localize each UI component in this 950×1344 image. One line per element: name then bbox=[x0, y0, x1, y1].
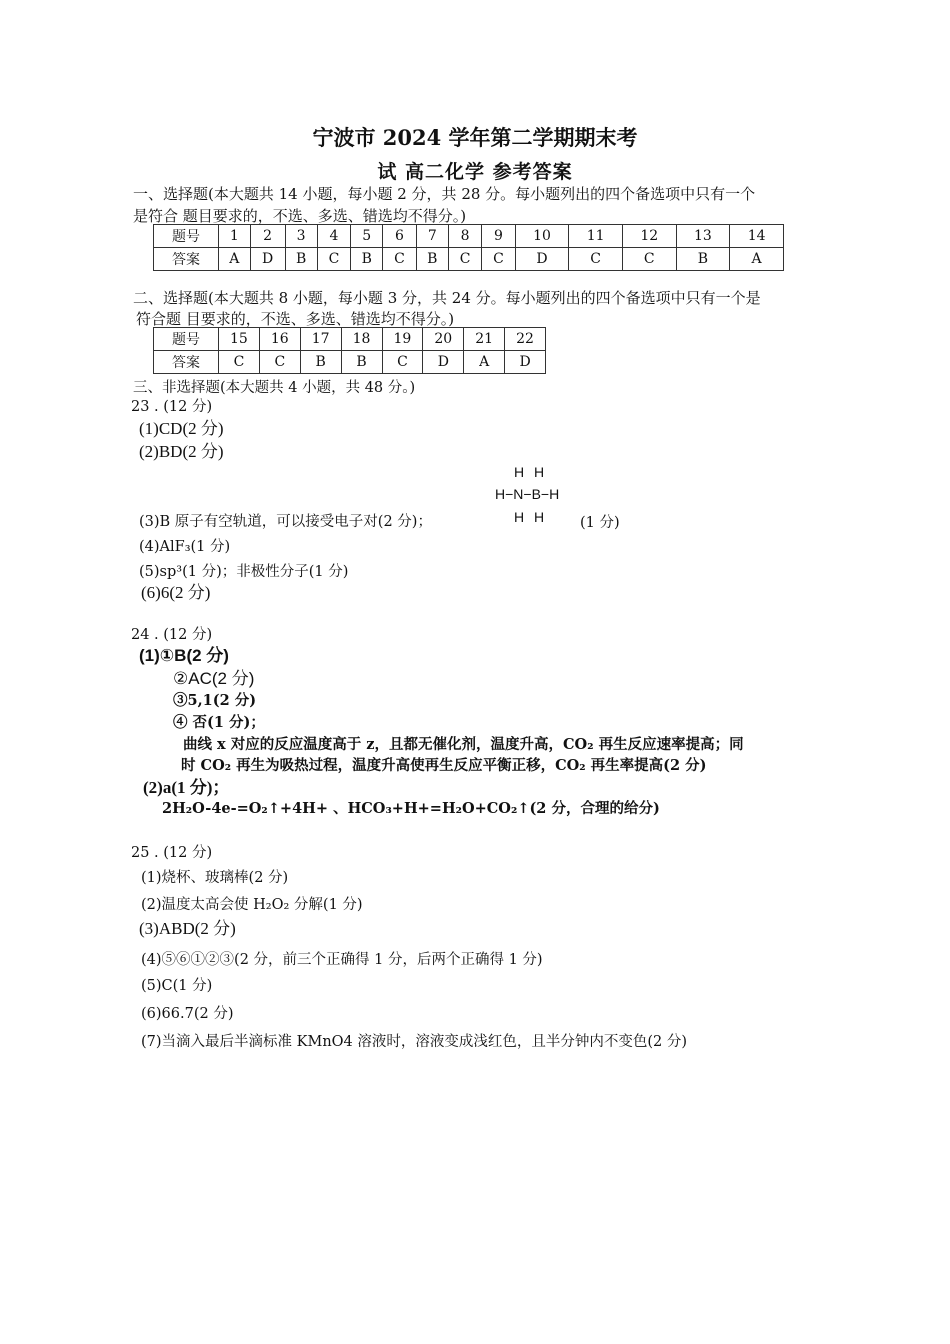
question-number: 18 bbox=[341, 328, 382, 351]
question-number: 5 bbox=[351, 225, 383, 248]
question-number: 1 bbox=[219, 225, 251, 248]
lewis-structure-main: H−N−B−H bbox=[495, 486, 560, 502]
answer-cell: C bbox=[482, 248, 515, 271]
q24-answer-1b: ②AC(2 分) bbox=[173, 669, 255, 688]
answer-cell: C bbox=[383, 248, 416, 271]
answer-cell: B bbox=[285, 248, 317, 271]
question-number: 10 bbox=[515, 225, 569, 248]
answer-cell: C bbox=[622, 248, 676, 271]
question-number: 7 bbox=[416, 225, 448, 248]
question-number: 3 bbox=[285, 225, 317, 248]
answer-cell: C bbox=[317, 248, 350, 271]
q25-answer-6: (6)66.7(2 分) bbox=[141, 1006, 234, 1022]
answer-cell: A bbox=[219, 248, 251, 271]
section1-instructions-line2: 是符合 题目要求的，不选、多选、错选均不得分。) bbox=[133, 207, 467, 225]
answer-cell: B bbox=[351, 248, 383, 271]
answer-cell: A bbox=[730, 248, 784, 271]
q23-header: 23 . (12 分) bbox=[131, 399, 213, 415]
q23-answer-1: (1)CD(2 分) bbox=[139, 419, 224, 438]
question-number: 11 bbox=[569, 225, 623, 248]
question-number: 20 bbox=[423, 328, 464, 351]
q23-answer-2: (2)BD(2 分) bbox=[139, 442, 224, 461]
section2-answer-table bbox=[153, 327, 546, 374]
question-number: 16 bbox=[259, 328, 300, 351]
row-label-question: 题号 bbox=[154, 225, 219, 248]
answer-cell: B bbox=[300, 351, 341, 374]
q25-answer-5: (5)C(1 分) bbox=[141, 978, 213, 994]
q24-answer-1: (1)①B(2 分) bbox=[139, 646, 229, 665]
q25-answer-1: (1)烧杯、玻璃棒(2 分) bbox=[141, 870, 289, 886]
q24-header: 24 . (12 分) bbox=[131, 627, 213, 643]
q25-answer-7: (7)当滴入最后半滴标准 KMnO4 溶液时，溶液变成浅红色，且半分钟内不变色(2 分) bbox=[141, 1034, 688, 1050]
question-number: 4 bbox=[317, 225, 350, 248]
q25-header: 25 . (12 分) bbox=[131, 845, 213, 861]
answer-cell: D bbox=[515, 248, 569, 271]
answer-cell: C bbox=[569, 248, 623, 271]
section2-instructions-line1: 二、选择题(本大题共 8 小题，每小题 3 分，共 24 分。每小题列出的四个备选项中只有一个是 bbox=[133, 289, 761, 307]
answer-cell: A bbox=[464, 351, 505, 374]
answer-cell: B bbox=[676, 248, 730, 271]
q24-answer-1e-line2: 时 CO₂ 再生为吸热过程，温度升高使再生反应平衡正移，CO₂ 再生率提高(2 分) bbox=[181, 757, 707, 774]
page-title: 宁波市 2024 学年第二学期期末考 bbox=[312, 125, 638, 150]
question-number: 21 bbox=[464, 328, 505, 351]
q24-answer-2: (2)a(1 分)； bbox=[143, 778, 230, 797]
question-number: 2 bbox=[250, 225, 285, 248]
section1-answer-row bbox=[154, 248, 784, 271]
answer-cell: D bbox=[423, 351, 464, 374]
section2-answer-row bbox=[154, 351, 546, 374]
answer-cell: C bbox=[259, 351, 300, 374]
section2-instructions-line2: 符合题 目要求的，不选、多选、错选均不得分。) bbox=[136, 310, 455, 328]
question-number: 9 bbox=[482, 225, 515, 248]
q23-lewis-score: (1 分) bbox=[580, 515, 620, 531]
section1-answer-table bbox=[153, 224, 784, 271]
question-number: 13 bbox=[676, 225, 730, 248]
answer-cell: C bbox=[219, 351, 260, 374]
q24-answer-1c: ③5,1(2 分) bbox=[173, 692, 257, 709]
answer-cell: D bbox=[505, 351, 546, 374]
question-number: 22 bbox=[505, 328, 546, 351]
question-number: 19 bbox=[382, 328, 423, 351]
q25-answer-2: (2)温度太高会使 H₂O₂ 分解(1 分) bbox=[141, 897, 363, 913]
q24-answer-2b: 2H₂O-4e-=O₂↑+4H+ 、HCO₃+H+=H₂O+CO₂↑(2 分，合理的给分) bbox=[162, 800, 660, 817]
q23-answer-4: (4)AlF₃(1 分) bbox=[139, 539, 231, 555]
question-number: 12 bbox=[622, 225, 676, 248]
section1-number-row bbox=[154, 225, 784, 248]
q23-answer-5: (5)sp³(1 分)；非极性分子(1 分) bbox=[139, 564, 349, 580]
section2-number-row bbox=[154, 328, 546, 351]
question-number: 6 bbox=[383, 225, 416, 248]
answer-cell: B bbox=[341, 351, 382, 374]
answer-cell: C bbox=[382, 351, 423, 374]
answer-cell: B bbox=[416, 248, 448, 271]
lewis-structure-bottom-hydrogens: H H bbox=[514, 509, 548, 525]
q24-answer-1e-line1: 曲线 x 对应的反应温度高于 z，且都无催化剂，温度升高，CO₂ 再生反应速率提高；同 bbox=[183, 736, 744, 753]
question-number: 14 bbox=[730, 225, 784, 248]
q23-answer-6: (6)6(2 分) bbox=[141, 583, 211, 602]
question-number: 17 bbox=[300, 328, 341, 351]
lewis-structure-top-hydrogens: H H bbox=[514, 464, 548, 480]
q25-answer-3: (3)ABD(2 分) bbox=[139, 919, 236, 938]
row-label-answer: 答案 bbox=[154, 248, 219, 271]
q23-answer-3: (3)B 原子有空轨道，可以接受电子对(2 分)； bbox=[139, 514, 432, 530]
row-label-question: 题号 bbox=[154, 328, 219, 351]
question-number: 8 bbox=[448, 225, 481, 248]
section3-header: 三、非选择题(本大题共 4 小题，共 48 分。) bbox=[133, 380, 416, 396]
page-subtitle: 试 高二化学 参考答案 bbox=[377, 161, 573, 183]
q24-answer-1d: ④ 否(1 分)； bbox=[173, 714, 265, 731]
question-number: 15 bbox=[219, 328, 260, 351]
answer-cell: D bbox=[250, 248, 285, 271]
row-label-answer: 答案 bbox=[154, 351, 219, 374]
section1-instructions-line1: 一、选择题(本大题共 14 小题，每小题 2 分，共 28 分。每小题列出的四个备选项中只有一个 bbox=[133, 185, 756, 203]
answer-cell: C bbox=[448, 248, 481, 271]
q25-answer-4: (4)⑤⑥①②③(2 分，前三个正确得 1 分，后两个正确得 1 分) bbox=[141, 952, 543, 968]
